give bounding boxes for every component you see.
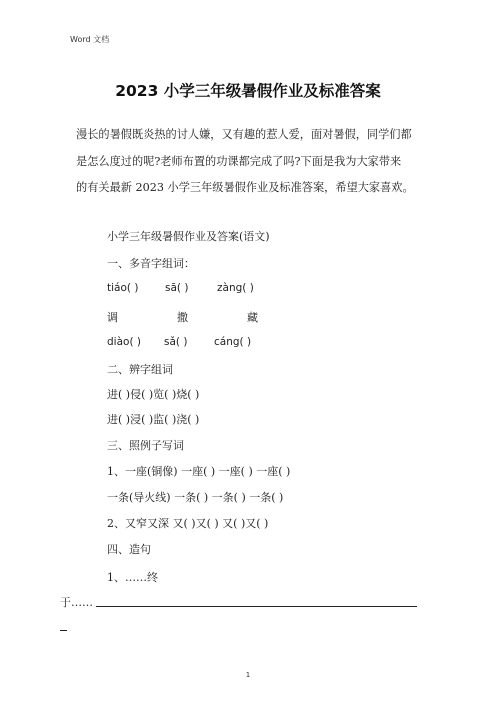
- pinyin-row: [107, 336, 367, 352]
- intro-line: 是怎么度过的呢?老师布置的功课都完成了吗?下面是我为大家带来: [76, 154, 402, 168]
- character-item: 藏: [247, 311, 258, 324]
- pinyin-item: cáng( ): [214, 336, 252, 348]
- answer-blank-line: [60, 630, 67, 631]
- document-title: 2023 小学三年级暑假作业及标准答案: [115, 82, 381, 100]
- section-subtitle: 小学三年级暑假作业及答案(语文): [107, 230, 270, 243]
- exercise-line: 1、……终: [107, 571, 158, 584]
- pinyin-item: tiáo( ): [107, 282, 139, 294]
- intro-line: 的有关最新 2023 小学三年级暑假作业及标准答案，希望大家喜欢。: [76, 181, 414, 194]
- answer-blank-line: [96, 606, 417, 607]
- intro-paragraph: [76, 122, 428, 202]
- pinyin-row: [107, 282, 367, 298]
- intro-line: 漫长的暑假既炎热的讨人嫌，又有趣的惹人爱，面对暑假，同学们都: [76, 128, 412, 141]
- page-header: Word 文档: [70, 35, 110, 44]
- pinyin-item: diào( ): [107, 336, 141, 348]
- exercise-line: 2、又窄又深 又( )又( ) 又( )又( ): [107, 517, 269, 530]
- character-item: 调: [107, 311, 118, 324]
- section-heading: 一、多音字组词：: [107, 257, 195, 270]
- pinyin-item: sǎ( ): [164, 336, 188, 348]
- section-heading: 四、造句: [107, 543, 151, 556]
- character-item: 撒: [177, 311, 188, 324]
- page-number: 1: [245, 671, 251, 679]
- character-row: [107, 309, 367, 325]
- pinyin-item: zàng( ): [217, 282, 254, 294]
- section-heading: 二、辨字组词: [107, 363, 173, 376]
- exercise-line: 1、一座(铜像) 一座( ) 一座( ) 一座( ): [107, 465, 291, 478]
- section-heading: 三、照例子写词: [107, 439, 184, 452]
- exercise-line: 进( )浸( )监( )浇( ): [107, 413, 200, 426]
- sentence-continuation: 于……: [60, 596, 93, 609]
- exercise-line: 一条(导火线) 一条( ) 一条( ) 一条( ): [107, 491, 284, 504]
- pinyin-item: sā( ): [165, 282, 189, 294]
- exercise-line: 进( )侵( )览( )烧( ): [107, 388, 200, 401]
